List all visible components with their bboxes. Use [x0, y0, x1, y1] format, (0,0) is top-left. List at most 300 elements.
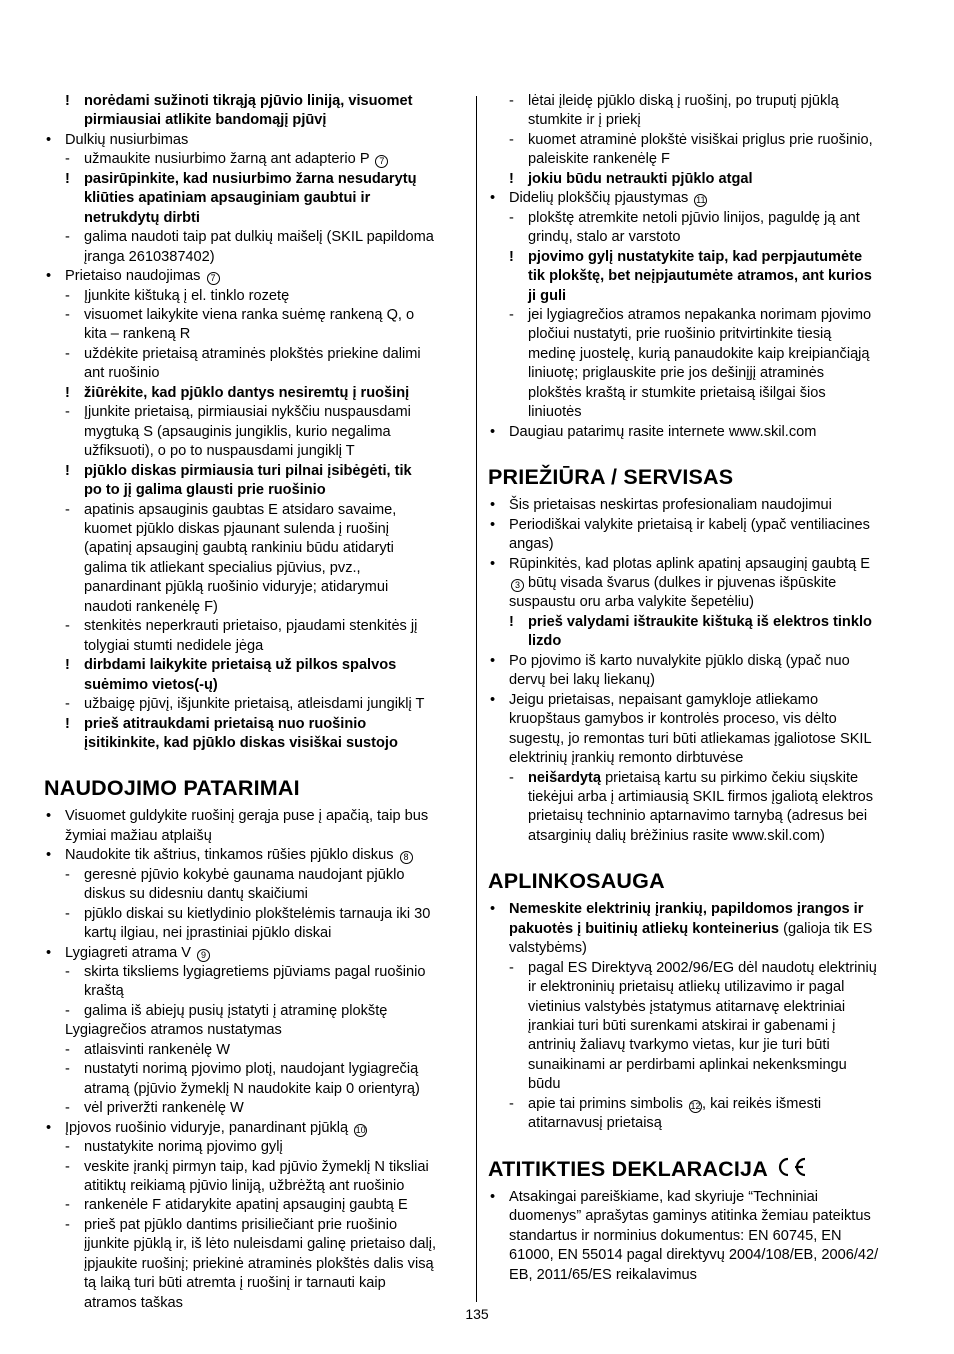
bullet-item	[44, 944, 464, 963]
dash-item	[44, 1138, 464, 1157]
text: skirta tiksliems lygiagretiems pjūviams pagal ruošinio	[84, 964, 426, 981]
warning-item	[488, 170, 912, 189]
text-line	[44, 248, 464, 267]
text: nustatyti norimą pjovimo plotį, naudojant lygiagrečią	[84, 1061, 419, 1078]
bold-text: dirbdami laikykite prietaisą už pilkos spalvos	[84, 657, 397, 674]
text: įranga 2610387402)	[84, 248, 215, 265]
text-line	[44, 637, 464, 656]
warning-item	[44, 170, 464, 189]
text: atramos taškas	[84, 1294, 183, 1311]
text-line	[44, 1177, 464, 1196]
dash-marker: -	[65, 964, 70, 981]
warning-marker: !	[509, 170, 514, 187]
figure-reference: 7	[375, 155, 388, 168]
text: galima tik atliekant specialius pjūvius, pvz.,	[84, 559, 361, 576]
bold-text: prieš valydami ištraukite kištuką iš elektros tinklo	[528, 613, 872, 630]
text: įpjaukite ruošinį; priekinė atraminės plokštės dalis visą	[84, 1255, 434, 1272]
bullet-item	[488, 1188, 912, 1207]
warning-marker: !	[65, 462, 70, 479]
section-heading-text: ATITIKTIES DEKLARACIJA	[488, 1156, 768, 1181]
bullet-item	[488, 691, 912, 710]
text-line	[44, 559, 464, 578]
text-line	[488, 710, 912, 729]
text-line	[44, 111, 464, 130]
dash-marker: -	[509, 769, 514, 786]
warning-item	[44, 656, 464, 675]
dash-marker: -	[65, 151, 70, 168]
text: Rūpinkitės, kad plotas aplink apatinį apsauginį gaubtą E	[509, 555, 871, 572]
text: grindų, stalo ar varstoto	[528, 229, 681, 246]
text: galima iš abiejų pusių įstatyti į atraminę plokštę	[84, 1002, 388, 1019]
text: liniuotės	[528, 404, 582, 421]
text-line	[488, 403, 912, 422]
text: pjūklo diskai su kietlydinio plokštelėmis tarnauja iki 30	[84, 905, 431, 922]
text-line	[44, 734, 464, 753]
text-line	[488, 287, 912, 306]
dash-item	[44, 1041, 464, 1060]
warning-marker: !	[65, 170, 70, 187]
text: stumkite ir į priekį	[528, 112, 641, 129]
text-line	[44, 539, 464, 558]
dash-marker: -	[65, 905, 70, 922]
text: atlaisvinti rankenėlę W	[84, 1041, 231, 1058]
bullet-item	[44, 846, 464, 865]
text: Didelių plokščių pjaustymas	[509, 190, 693, 207]
text: elektrinių įrankių remonto dirbtuvėse	[509, 750, 744, 767]
dash-marker: -	[509, 306, 514, 323]
text-line	[44, 364, 464, 383]
text: naudoti rankenėlę F)	[84, 598, 218, 615]
text: tą laiką turi būti atremta į ruošinį ir tarnauti kaip	[84, 1275, 386, 1292]
text: Įjunkite prietaisą, pirmiausiai nykščiu nuspausdami	[84, 404, 411, 421]
bold-text: pjovimo gylį nustatykite taip, kad perpjautumėte	[528, 248, 863, 265]
bold-text: pasirūpinkite, kad nusiurbimo žarna nesudarytų	[84, 170, 417, 187]
bullet-marker: •	[46, 268, 52, 285]
text: veskite įrankį pirmyn taip, kad pjūvio žymeklį N tiksliai	[84, 1158, 429, 1175]
bullet-marker: •	[490, 516, 496, 533]
dash-item	[44, 866, 464, 885]
text: būdu	[528, 1076, 561, 1093]
bold-text: tik plokštę, bet neįpjautumėte atramos, ant kurios	[528, 268, 872, 285]
text-line	[44, 1021, 464, 1040]
text-line	[488, 1266, 912, 1285]
text: Daugiau patarimų rasite internete www.skil.com	[509, 423, 817, 440]
text-line	[44, 423, 464, 442]
section-heading	[488, 464, 912, 490]
warning-item	[44, 715, 464, 734]
bold-text: pjūklo diskas pirmiausia turi pilnai įsibėgėti, tik	[84, 462, 412, 479]
text-line	[488, 1227, 912, 1246]
section-heading-text: PRIEŽIŪRA / SERVISAS	[488, 465, 734, 490]
text: geresnė pjūvio kokybė gaunama naudojant pjūklo	[84, 866, 405, 883]
text: atitarnavusį prietaisą	[528, 1115, 662, 1132]
text-line	[488, 1075, 912, 1094]
dash-marker: -	[65, 1158, 70, 1175]
dash-item	[488, 92, 912, 111]
text: atsarginių dalių brėžinius rasite www.skil.com)	[528, 827, 825, 844]
bold-text: suėmimo vietos(-ų)	[84, 676, 218, 693]
text: kraštą	[84, 983, 124, 1000]
text-line	[488, 574, 912, 593]
text-line	[488, 978, 912, 997]
dash-item	[488, 1095, 912, 1114]
text: nustatykite norimą pjovimo gylį	[84, 1139, 283, 1156]
text: įrankiai turi būti surenkami atskirai ir gabenami į	[528, 1018, 836, 1035]
text-line	[488, 671, 912, 690]
warning-marker: !	[509, 613, 514, 630]
bullet-item	[44, 1119, 464, 1138]
dash-marker: -	[65, 696, 70, 713]
dash-item	[44, 1158, 464, 1177]
page-number: 135	[465, 1306, 489, 1322]
text-line	[488, 325, 912, 344]
bold-text: ji guli	[528, 287, 567, 304]
dash-marker: -	[65, 501, 70, 518]
text-line	[488, 807, 912, 826]
text: užmaukite nusiurbimo žarną ant adapterio P	[84, 151, 374, 168]
bold-text: prieš atitraukdami prietaisą nuo ruošinio	[84, 715, 367, 732]
text: Įpjovos ruošinio viduryje, panardinant pjūklą	[65, 1119, 353, 1136]
text-line	[488, 593, 912, 612]
text-line	[44, 189, 464, 208]
text-line	[44, 1080, 464, 1099]
figure-reference: 8	[400, 851, 413, 864]
text: būtų visada švarus (dulkes ir pjuvenas išpūskite	[524, 574, 837, 591]
bullet-item	[488, 900, 912, 919]
text: panardinant pjūklą ruošinio viduryje; atidarymui	[84, 579, 389, 596]
dash-marker: -	[65, 287, 70, 304]
text: , kai reikės išmesti	[701, 1095, 822, 1112]
text-line	[488, 1207, 912, 1226]
text: vėl priveržti rankenėlę W	[84, 1100, 244, 1117]
warning-item	[488, 248, 912, 267]
ce-mark-icon	[774, 1156, 808, 1178]
dash-item	[44, 1060, 464, 1079]
bold-text: norėdami sužinoti tikrąją pjūvio liniją, visuomet	[84, 93, 413, 109]
text: Lygiagrečios atramos nustatymas	[65, 1022, 282, 1039]
text-line	[488, 111, 912, 130]
figure-reference: 9	[197, 949, 210, 962]
dash-item	[44, 963, 464, 982]
dash-item	[44, 228, 464, 247]
text-line	[488, 364, 912, 383]
dash-marker: -	[65, 1139, 70, 1156]
bold-text: netrukdytų dirbti	[84, 209, 200, 226]
bullet-marker: •	[46, 131, 52, 148]
bold-text: lizdo	[528, 633, 562, 650]
dash-marker: -	[65, 1002, 70, 1019]
dash-marker: -	[65, 1216, 70, 1233]
text-line	[44, 578, 464, 597]
text-line	[488, 1114, 912, 1133]
text-line	[488, 150, 912, 169]
warning-marker: !	[509, 248, 514, 265]
bold-text: jokiu būdu netraukti pjūklo atgal	[528, 170, 753, 187]
text: liniuotę; priglauskite prie jos dešinįjį atraminės	[528, 365, 825, 382]
text: rankenėle F atidarykite apatinį apsauginį gaubtą E	[84, 1197, 408, 1214]
text-line	[44, 982, 464, 1001]
text: plokštės kraštą ir stumkite prietaisą išilgai šios	[528, 384, 826, 401]
text-line	[488, 1017, 912, 1036]
text: (galioja tik ES	[779, 920, 873, 937]
text: prietaisą kartu su pirkimo čekiu siųskite	[601, 769, 859, 786]
text-line	[44, 520, 464, 539]
text-line	[488, 228, 912, 247]
text-line	[488, 1036, 912, 1055]
text-line	[44, 885, 464, 904]
bullet-item	[488, 555, 912, 574]
dash-marker: -	[65, 1041, 70, 1058]
bold-text: pakuotės į buitinių atliekų konteinerius	[509, 920, 780, 937]
bullet-item	[44, 807, 464, 826]
text-line	[488, 939, 912, 958]
dash-marker: -	[65, 1100, 70, 1117]
text-line	[488, 384, 912, 403]
bold-text: žiūrėkite, kad pjūklo dantys nesiremtų į ruošinį	[84, 384, 410, 401]
section-heading-text: APLINKOSAUGA	[488, 869, 665, 894]
text-line	[488, 345, 912, 364]
text: įjunkite pjūklą ir, iš lėto nuleisdami galinę prietaiso dalį,	[84, 1236, 437, 1253]
text: užfiksuoti), o po to nuspausdami jungiklį T	[84, 443, 355, 460]
dash-item	[44, 345, 464, 364]
text-line	[488, 1056, 912, 1075]
text-line	[488, 1246, 912, 1265]
text-line	[44, 924, 464, 943]
text: tolygiai stumti nedidele jėga	[84, 637, 264, 654]
text-line	[44, 209, 464, 228]
text: 61000, EN 55014 pagal direktyvų 2004/108/EB, 2006/42/	[509, 1247, 879, 1264]
dash-item	[44, 1196, 464, 1215]
text: Įjunkite kištuką į el. tinklo rozetę	[84, 287, 290, 304]
bullet-marker: •	[490, 497, 496, 514]
text-line	[44, 676, 464, 695]
text: Šis prietaisas neskirtas profesionaliam naudojimui	[509, 497, 832, 514]
bold-text: pirmiausiai atlikite bandomąjį pjūvį	[84, 112, 327, 129]
text: stenkitės neperkrauti prietaiso, pjaudami stenkitės jį	[84, 618, 418, 635]
text: Po pjovimo iš karto nuvalykite pjūklo diską (ypač nuo	[509, 652, 850, 669]
text: prieš pat pjūklo dantims prisiliečiant prie ruošinio	[84, 1216, 398, 1233]
bold-text: neišardytą	[528, 769, 602, 786]
text: Naudokite tik aštrius, tinkamos rūšies pjūklo diskus	[65, 847, 398, 864]
bullet-item	[488, 189, 912, 208]
dash-item	[44, 287, 464, 306]
text: plokštę atremkite netoli pjūvio linijos, paguldę ją ant	[528, 209, 860, 226]
text: galima naudoti taip pat dulkių maišelį (SKIL papildoma	[84, 229, 434, 246]
column-divider	[476, 96, 477, 1302]
text: sugestų, jo remontas turi būti atliekamas įgaliotose SKIL	[509, 730, 872, 747]
text-line	[44, 442, 464, 461]
text: (apatinį apsauginį gaubtą rankiniu būdu atidaryti	[84, 540, 394, 557]
warning-item	[44, 462, 464, 481]
warning-marker: !	[65, 657, 70, 674]
dash-marker: -	[509, 209, 514, 226]
section-heading	[488, 868, 912, 894]
dash-marker: -	[509, 1095, 514, 1112]
warning-marker: !	[65, 384, 70, 401]
text: duomenys” aprašytas gaminys atitinka žemiau pateiktus	[509, 1208, 871, 1225]
dash-item	[44, 403, 464, 422]
text: ant ruošinio	[84, 365, 160, 382]
text-line	[488, 920, 912, 939]
text: Periodiškai valykite prietaisą ir kabelį (ypač ventiliacines	[509, 516, 870, 533]
bullet-item	[44, 131, 464, 150]
text-line	[488, 827, 912, 846]
bullet-marker: •	[490, 190, 496, 207]
dash-item	[44, 501, 464, 520]
text: kita – rankeną R	[84, 326, 191, 343]
text: ir elektroninių prietaisų atliekų utilizavimo ir pagal	[528, 979, 845, 996]
text: prietaisų techninio aptarnavimo tarnybą (adresus bei	[528, 808, 868, 825]
figure-reference: 7	[207, 272, 220, 285]
dash-item	[44, 1099, 464, 1118]
bullet-marker: •	[490, 901, 496, 918]
section-heading	[44, 775, 464, 801]
bullet-item	[488, 496, 912, 515]
text: uždėkite prietaisą atraminės plokštės priekine dalimi	[84, 345, 421, 362]
text: Visuomet guldykite ruošinį gerąja puse į apačią, taip bus	[65, 808, 429, 825]
text-line	[488, 788, 912, 807]
text: Dulkių nusiurbimas	[65, 131, 189, 148]
text: suspaustu oru arba valykite šepetėliu)	[509, 594, 754, 611]
text: Jeigu prietaisas, nepaisant gamykloje atliekamo	[509, 691, 819, 708]
dash-item	[488, 209, 912, 228]
bullet-item	[488, 516, 912, 535]
dash-marker: -	[509, 959, 514, 976]
text-line	[44, 481, 464, 500]
text-line	[44, 1274, 464, 1293]
bold-text: Nemeskite elektrinių įrankių, papildomos įrangos ir	[509, 901, 864, 918]
bold-text: įsitikinkite, kad pjūklo diskas visiškai sustojo	[84, 734, 398, 751]
warning-item	[44, 384, 464, 403]
text: vietinius valstybės įstatymus atitarnavę elektriniai	[528, 998, 846, 1015]
bullet-item	[44, 267, 464, 286]
dash-item	[44, 905, 464, 924]
dash-item	[44, 306, 464, 325]
dash-item	[488, 131, 912, 150]
dash-item	[44, 150, 464, 169]
dash-marker: -	[65, 1061, 70, 1078]
text: angas)	[509, 536, 554, 553]
figure-reference: 10	[355, 1124, 366, 1135]
text-line	[44, 325, 464, 344]
bullet-marker: •	[490, 423, 496, 440]
dash-marker: -	[65, 866, 70, 883]
figure-reference: 11	[696, 195, 706, 206]
text-line	[488, 535, 912, 554]
text-line	[488, 749, 912, 768]
text: tiekėjui arba į artimiausią SKIL firmos įgaliotą elektros	[528, 788, 873, 805]
bold-text: kliūties apatiniam apsauginiam gaubtui ir	[84, 190, 371, 207]
dash-item	[44, 1216, 464, 1235]
text-line	[488, 267, 912, 286]
text-line	[488, 998, 912, 1017]
text-line	[44, 598, 464, 617]
text: Atsakingai pareiškiame, kad skyriuje “Techniniai	[509, 1188, 819, 1205]
warning-marker: !	[65, 715, 70, 732]
dash-item	[44, 1002, 464, 1021]
text: užbaigę pjūvį, išjunkite prietaisą, atleisdami jungiklį T	[84, 696, 425, 713]
text-line	[44, 1235, 464, 1254]
dash-marker: -	[65, 229, 70, 246]
dash-item	[488, 306, 912, 325]
text: sunaikinami ar perdirbami aplinkai nekenksmingu	[528, 1056, 847, 1073]
dash-item	[488, 769, 912, 788]
figure-reference: 12	[690, 1100, 701, 1111]
text-line	[44, 827, 464, 846]
section-heading-text: NAUDOJIMO PATARIMAI	[44, 776, 300, 801]
dash-marker: -	[65, 404, 70, 421]
text: atramą (pjūvio žymeklį N naudokite kaip 0 orientyrą)	[84, 1080, 420, 1097]
dash-marker: -	[65, 618, 70, 635]
text: antrinių žaliavų tvarkymo vietas, kur jie turi būti	[528, 1037, 830, 1054]
text: EB, 2011/65/ES reikalavimus	[509, 1266, 697, 1283]
bullet-marker: •	[46, 1119, 52, 1136]
bullet-item	[488, 652, 912, 671]
bullet-marker: •	[490, 555, 496, 572]
text: paleiskite rankenėlę F	[528, 151, 670, 168]
bullet-item	[488, 423, 912, 442]
text-line	[44, 1255, 464, 1274]
text: standartus ir norminius dokumentus: EN 60745, EN	[509, 1227, 842, 1244]
text-line	[488, 632, 912, 651]
text: pagal ES Direktyvą 2002/96/EG dėl naudotų elektrinių	[528, 959, 877, 976]
dash-marker: -	[509, 131, 514, 148]
dash-item	[44, 617, 464, 636]
text: apatinis apsauginis gaubtas E atsidaro savaime,	[84, 501, 397, 518]
dash-marker: -	[65, 306, 70, 323]
text: Prietaiso naudojimas	[65, 268, 205, 285]
text: mygtuką S (apsauginis jungiklis, kurio negalima	[84, 423, 391, 440]
text: visuomet laikykite viena ranka suėmę rankeną Q, o	[84, 306, 415, 323]
dash-marker: -	[65, 1197, 70, 1214]
text: dervų bei lakų liekanų)	[509, 672, 656, 689]
text: žymiai mažiau atplaišų	[65, 827, 212, 844]
text: medinę juostelę, kurią panaudokite kaip kreipiančiąją	[528, 345, 870, 362]
text: Lygiagreti atrama V	[65, 944, 196, 961]
text: jei lygiagrečios atramos nepakanka norimam pjovimo	[528, 306, 872, 323]
right-column	[488, 92, 912, 1285]
warning-item	[44, 92, 464, 111]
text: apie tai primins simbolis	[528, 1095, 687, 1112]
text: valstybėms)	[509, 940, 587, 957]
text: lėtai įleidę pjūklo diską į ruošinį, po truputį pjūklą	[528, 93, 839, 109]
bullet-marker: •	[46, 808, 52, 825]
section-heading	[488, 1156, 912, 1182]
text: kuomet atraminė plokštė visiškai priglus prie ruošinio,	[528, 131, 873, 148]
text-line	[488, 730, 912, 749]
warning-marker: !	[65, 93, 70, 109]
bullet-marker: •	[490, 691, 496, 708]
text: kruopštaus gamybos ir kontrolės proceso, vis dėlto	[509, 711, 837, 728]
bullet-marker: •	[490, 1188, 496, 1205]
dash-marker: -	[509, 93, 514, 109]
bullet-marker: •	[46, 847, 52, 864]
text: kuomet pjūklo diskas pjaunant sulenda į ruošinį	[84, 520, 390, 537]
left-column	[44, 92, 464, 1313]
text: kartų ilgiau, nei įprastiniai pjūklo diskai	[84, 925, 332, 942]
figure-reference: 3	[511, 579, 524, 592]
warning-item	[488, 613, 912, 632]
text: pločiui nustatyti, prie ruošinio pritvirtinkite tiesią	[528, 326, 832, 343]
dash-item	[44, 695, 464, 714]
bold-text: po to jį galima glausti prie ruošinio	[84, 482, 326, 499]
bullet-marker: •	[490, 652, 496, 669]
text: atitiktų reikiamą pjūvio liniją, užbrėžtą ant ruošinio	[84, 1178, 405, 1195]
bullet-marker: •	[46, 944, 52, 961]
text: diskus su didesniu dantų skaičiumi	[84, 886, 308, 903]
dash-item	[488, 959, 912, 978]
dash-marker: -	[65, 345, 70, 362]
